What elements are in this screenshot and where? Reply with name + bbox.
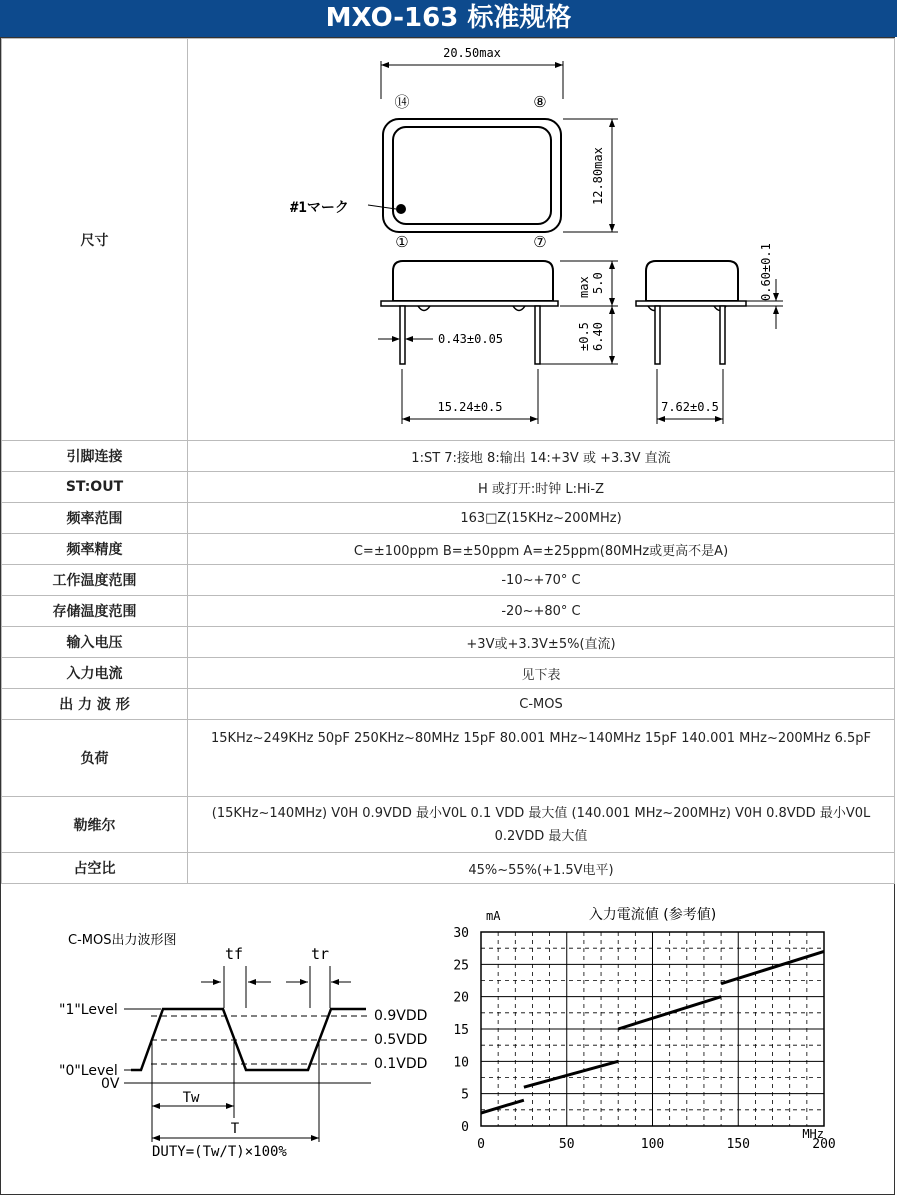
x-tick-label: 100 — [640, 1137, 665, 1152]
v01-label: 0.1VDD — [374, 1056, 428, 1072]
row-label: 入力电流 — [2, 658, 188, 689]
row-value: -20~+80° C — [188, 596, 895, 627]
row-label: 频率范围 — [2, 503, 188, 534]
t-label: T — [230, 1121, 240, 1137]
row-value-level — [188, 797, 895, 853]
pin-8-label: ⑧ — [533, 93, 547, 111]
y-tick-label: 20 — [453, 990, 469, 1006]
table-row — [2, 853, 895, 884]
pin-14-label: ⑭ — [394, 93, 410, 111]
pitch-x-label: 15.24±0.5 — [437, 400, 503, 414]
row-label-load: 负荷 — [2, 720, 188, 797]
duty-formula: DUTY=(Tw/T)×100% — [152, 1144, 287, 1160]
table-row — [2, 534, 895, 565]
table-row — [2, 797, 895, 853]
level-0-label: "0"Level — [59, 1063, 118, 1079]
row-label: 引脚连接 — [2, 441, 188, 472]
row-value: H 或打开:时钟 L:Hi-Z — [188, 472, 895, 503]
row-value: -10~+70° C — [188, 565, 895, 596]
series-segment-1 — [481, 1100, 524, 1113]
y-axis-label: mA — [486, 909, 501, 923]
y-tick-label: 25 — [453, 958, 469, 974]
spec-table — [1, 38, 895, 884]
pin-1-label: ① — [395, 233, 409, 251]
body-height-label-b: 5.0 — [591, 272, 605, 294]
waveform-title: C-MOS出力波形图 — [68, 933, 177, 948]
level-line-1: (15KHz~140MHz) V0H 0.9VDD 最小V0L 0.1 VDD 最大值 (140.001 MHz~200MHz) V0H 0.8VDD 最小V0L — [211, 805, 871, 821]
row-value-duty: 45%~55%(+1.5V电平) — [188, 853, 895, 884]
row-value: C=±100ppm B=±50ppm A=±25ppm(80MHz或更高不是A) — [188, 534, 895, 565]
x-tick-label: 150 — [726, 1137, 750, 1152]
row-label: 频率精度 — [2, 534, 188, 565]
y-tick-label: 5 — [461, 1087, 469, 1103]
v09-label: 0.9VDD — [374, 1008, 428, 1024]
width-max-label: 20.50max — [443, 46, 501, 60]
row-label: 工作温度范围 — [2, 565, 188, 596]
x-tick-label: 50 — [558, 1137, 575, 1152]
pin-7-label: ⑦ — [533, 233, 547, 251]
series-segment-2 — [524, 1061, 618, 1087]
x-tick-label: 0 — [477, 1137, 485, 1152]
row-value: 163□Z(15KHz~200MHz) — [188, 503, 895, 534]
row-label-level: 勒维尔 — [2, 797, 188, 853]
row-value: 见下表 — [188, 658, 895, 689]
package-side-view — [393, 261, 553, 301]
tw-label: Tw — [182, 1090, 200, 1106]
row-label: 输入电压 — [2, 627, 188, 658]
dimension-drawing-cell — [188, 39, 895, 441]
row-value: +3V或+3.3V±5%(直流) — [188, 627, 895, 658]
pitch-y-label: 7.62±0.5 — [661, 400, 719, 414]
zero-volt-label: 0V — [101, 1076, 120, 1092]
lead-diameter-label: 0.43±0.05 — [438, 332, 504, 346]
standoff-label: 0.60±0.1 — [759, 243, 773, 301]
y-tick-label: 0 — [461, 1120, 469, 1135]
input-current-chart — [445, 880, 895, 1194]
table-row — [2, 441, 895, 472]
v05-label: 0.5VDD — [374, 1032, 428, 1048]
tf-label: tf — [225, 945, 244, 963]
package-top-view — [383, 119, 561, 232]
chart-title: 入力電流値 (参考値) — [588, 907, 717, 923]
y-tick-label: 30 — [453, 926, 469, 941]
table-row — [2, 503, 895, 534]
row-label-duty: 占空比 — [2, 853, 188, 884]
pin1-mark-label: #1マーク — [290, 200, 349, 216]
dimension-drawing — [188, 39, 894, 436]
cmos-waveform-diagram — [1, 880, 441, 1194]
row-label: 存储温度范围 — [2, 596, 188, 627]
table-row — [2, 689, 895, 720]
row-label: 出 力 波 形 — [2, 689, 188, 720]
lead-length-label-a: ±0.5 — [577, 322, 591, 351]
table-row — [2, 39, 895, 441]
table-row — [2, 627, 895, 658]
table-row — [2, 472, 895, 503]
table-row — [2, 565, 895, 596]
bottom-figures — [1, 880, 895, 1194]
row-label: ST:OUT — [2, 472, 188, 503]
body-height-label-a: max — [577, 276, 591, 298]
level-line-2: 0.2VDD 最大值 — [494, 828, 588, 844]
row-value: C-MOS — [188, 689, 895, 720]
table-row — [2, 720, 895, 797]
tr-label: tr — [311, 945, 330, 963]
x-tick-label: 200 — [812, 1137, 836, 1152]
table-row — [2, 658, 895, 689]
row-value-load: 15KHz~249KHz 50pF 250KHz~80MHz 15pF 80.001 MHz~140MHz 15pF 140.001 MHz~200MHz 6.5pF — [188, 720, 895, 797]
table-row — [2, 596, 895, 627]
lead-length-label-b: 6.40 — [591, 322, 605, 351]
height-max-label: 12.80max — [591, 147, 605, 205]
pin1-mark-dot — [396, 204, 406, 214]
y-tick-label: 15 — [453, 1023, 469, 1038]
y-tick-label: 10 — [453, 1055, 469, 1071]
row-label-dimensions: 尺寸 — [2, 39, 188, 441]
x-axis-label: MHz — [802, 1127, 824, 1141]
page-title: MXO-163 标准规格 — [0, 0, 897, 37]
package-end-view — [646, 261, 738, 301]
level-1-label: "1"Level — [59, 1002, 118, 1018]
row-value: 1:ST 7:接地 8:输出 14:+3V 或 +3.3V 直流 — [188, 441, 895, 472]
